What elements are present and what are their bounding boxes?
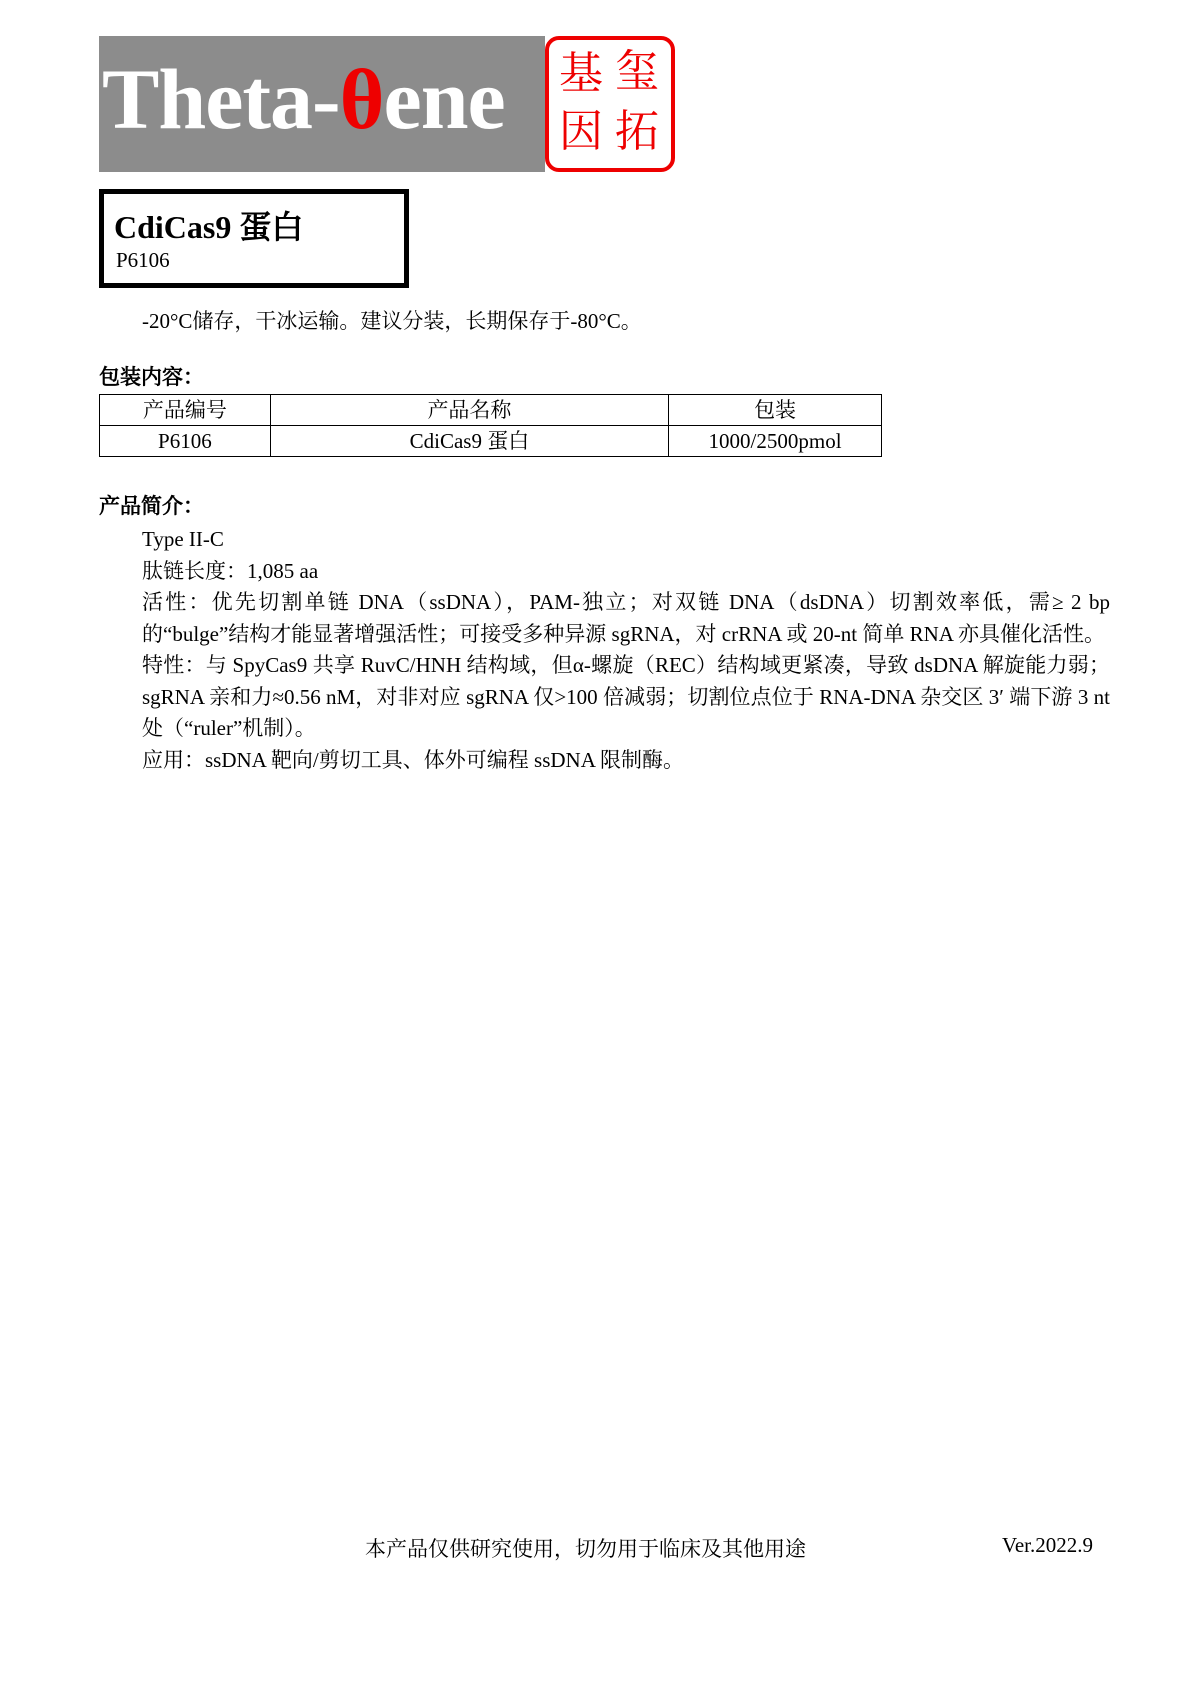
intro-applications: 应用：ssDNA 靶向/剪切工具、体外可编程 ssDNA 限制酶。 bbox=[142, 747, 684, 772]
seal-char: 玺 bbox=[615, 46, 659, 97]
column-header: 产品编号 bbox=[100, 395, 271, 426]
column-header: 产品名称 bbox=[270, 395, 668, 426]
product-code: P6106 bbox=[116, 248, 170, 272]
storage-instructions: -20°C储存，干冰运输。建议分装，长期保存于-80°C。 bbox=[142, 309, 642, 333]
cell-product-code: P6106 bbox=[100, 426, 271, 457]
intro-features: 特性：与 SpyCas9 共享 RuvC/HNH 结构域，但α-螺旋（REC）结构域更紧凑，导致 dsDNA 解旋能力弱；sgRNA 亲和力≈0.56 nM，对非对应 sgRNA 仅>100 倍减弱；切割位点位于 RNA-DNA 杂交区 3′ 端下游 3 nt 处（“ruler”机制）。 bbox=[142, 653, 1110, 740]
cell-product-name: CdiCas9 蛋白 bbox=[270, 426, 668, 457]
footer-version: Ver.2022.9 bbox=[1002, 1533, 1093, 1557]
seal-char: 基 bbox=[559, 48, 603, 99]
cell-package-size: 1000/2500pmol bbox=[669, 426, 882, 457]
packaging-section-title: 包装内容： bbox=[99, 365, 204, 389]
company-seal bbox=[545, 36, 675, 172]
intro-section-title: 产品简介： bbox=[99, 494, 204, 518]
product-intro bbox=[142, 524, 1110, 776]
product-name: CdiCas9 蛋白 bbox=[114, 209, 304, 245]
column-header: 包装 bbox=[669, 395, 882, 426]
intro-length: 肽链长度：1,085 aa bbox=[142, 558, 319, 583]
seal-char: 因 bbox=[559, 106, 603, 157]
footer-disclaimer: 本产品仅供研究使用，切勿用于临床及其他用途 bbox=[365, 1537, 806, 1561]
company-logo bbox=[102, 51, 505, 147]
logo-prefix: Theta- bbox=[102, 51, 340, 147]
intro-activity: 活性：优先切割单链 DNA（ssDNA），PAM-独立；对双链 DNA（dsDNA）切割效率低，需≥ 2 bp 的“bulge”结构才能显著增强活性；可接受多种异源 sgRNA，对 crRNA 或 20-nt 简单 RNA 亦具催化活性。 bbox=[142, 590, 1110, 646]
table-header-row bbox=[100, 395, 882, 426]
intro-type: Type II-C bbox=[142, 527, 224, 551]
packaging-table bbox=[99, 394, 882, 457]
seal-char: 拓 bbox=[615, 106, 659, 157]
table-row bbox=[100, 426, 882, 457]
logo-theta: θ bbox=[339, 51, 384, 147]
logo-suffix: ene bbox=[383, 51, 505, 147]
